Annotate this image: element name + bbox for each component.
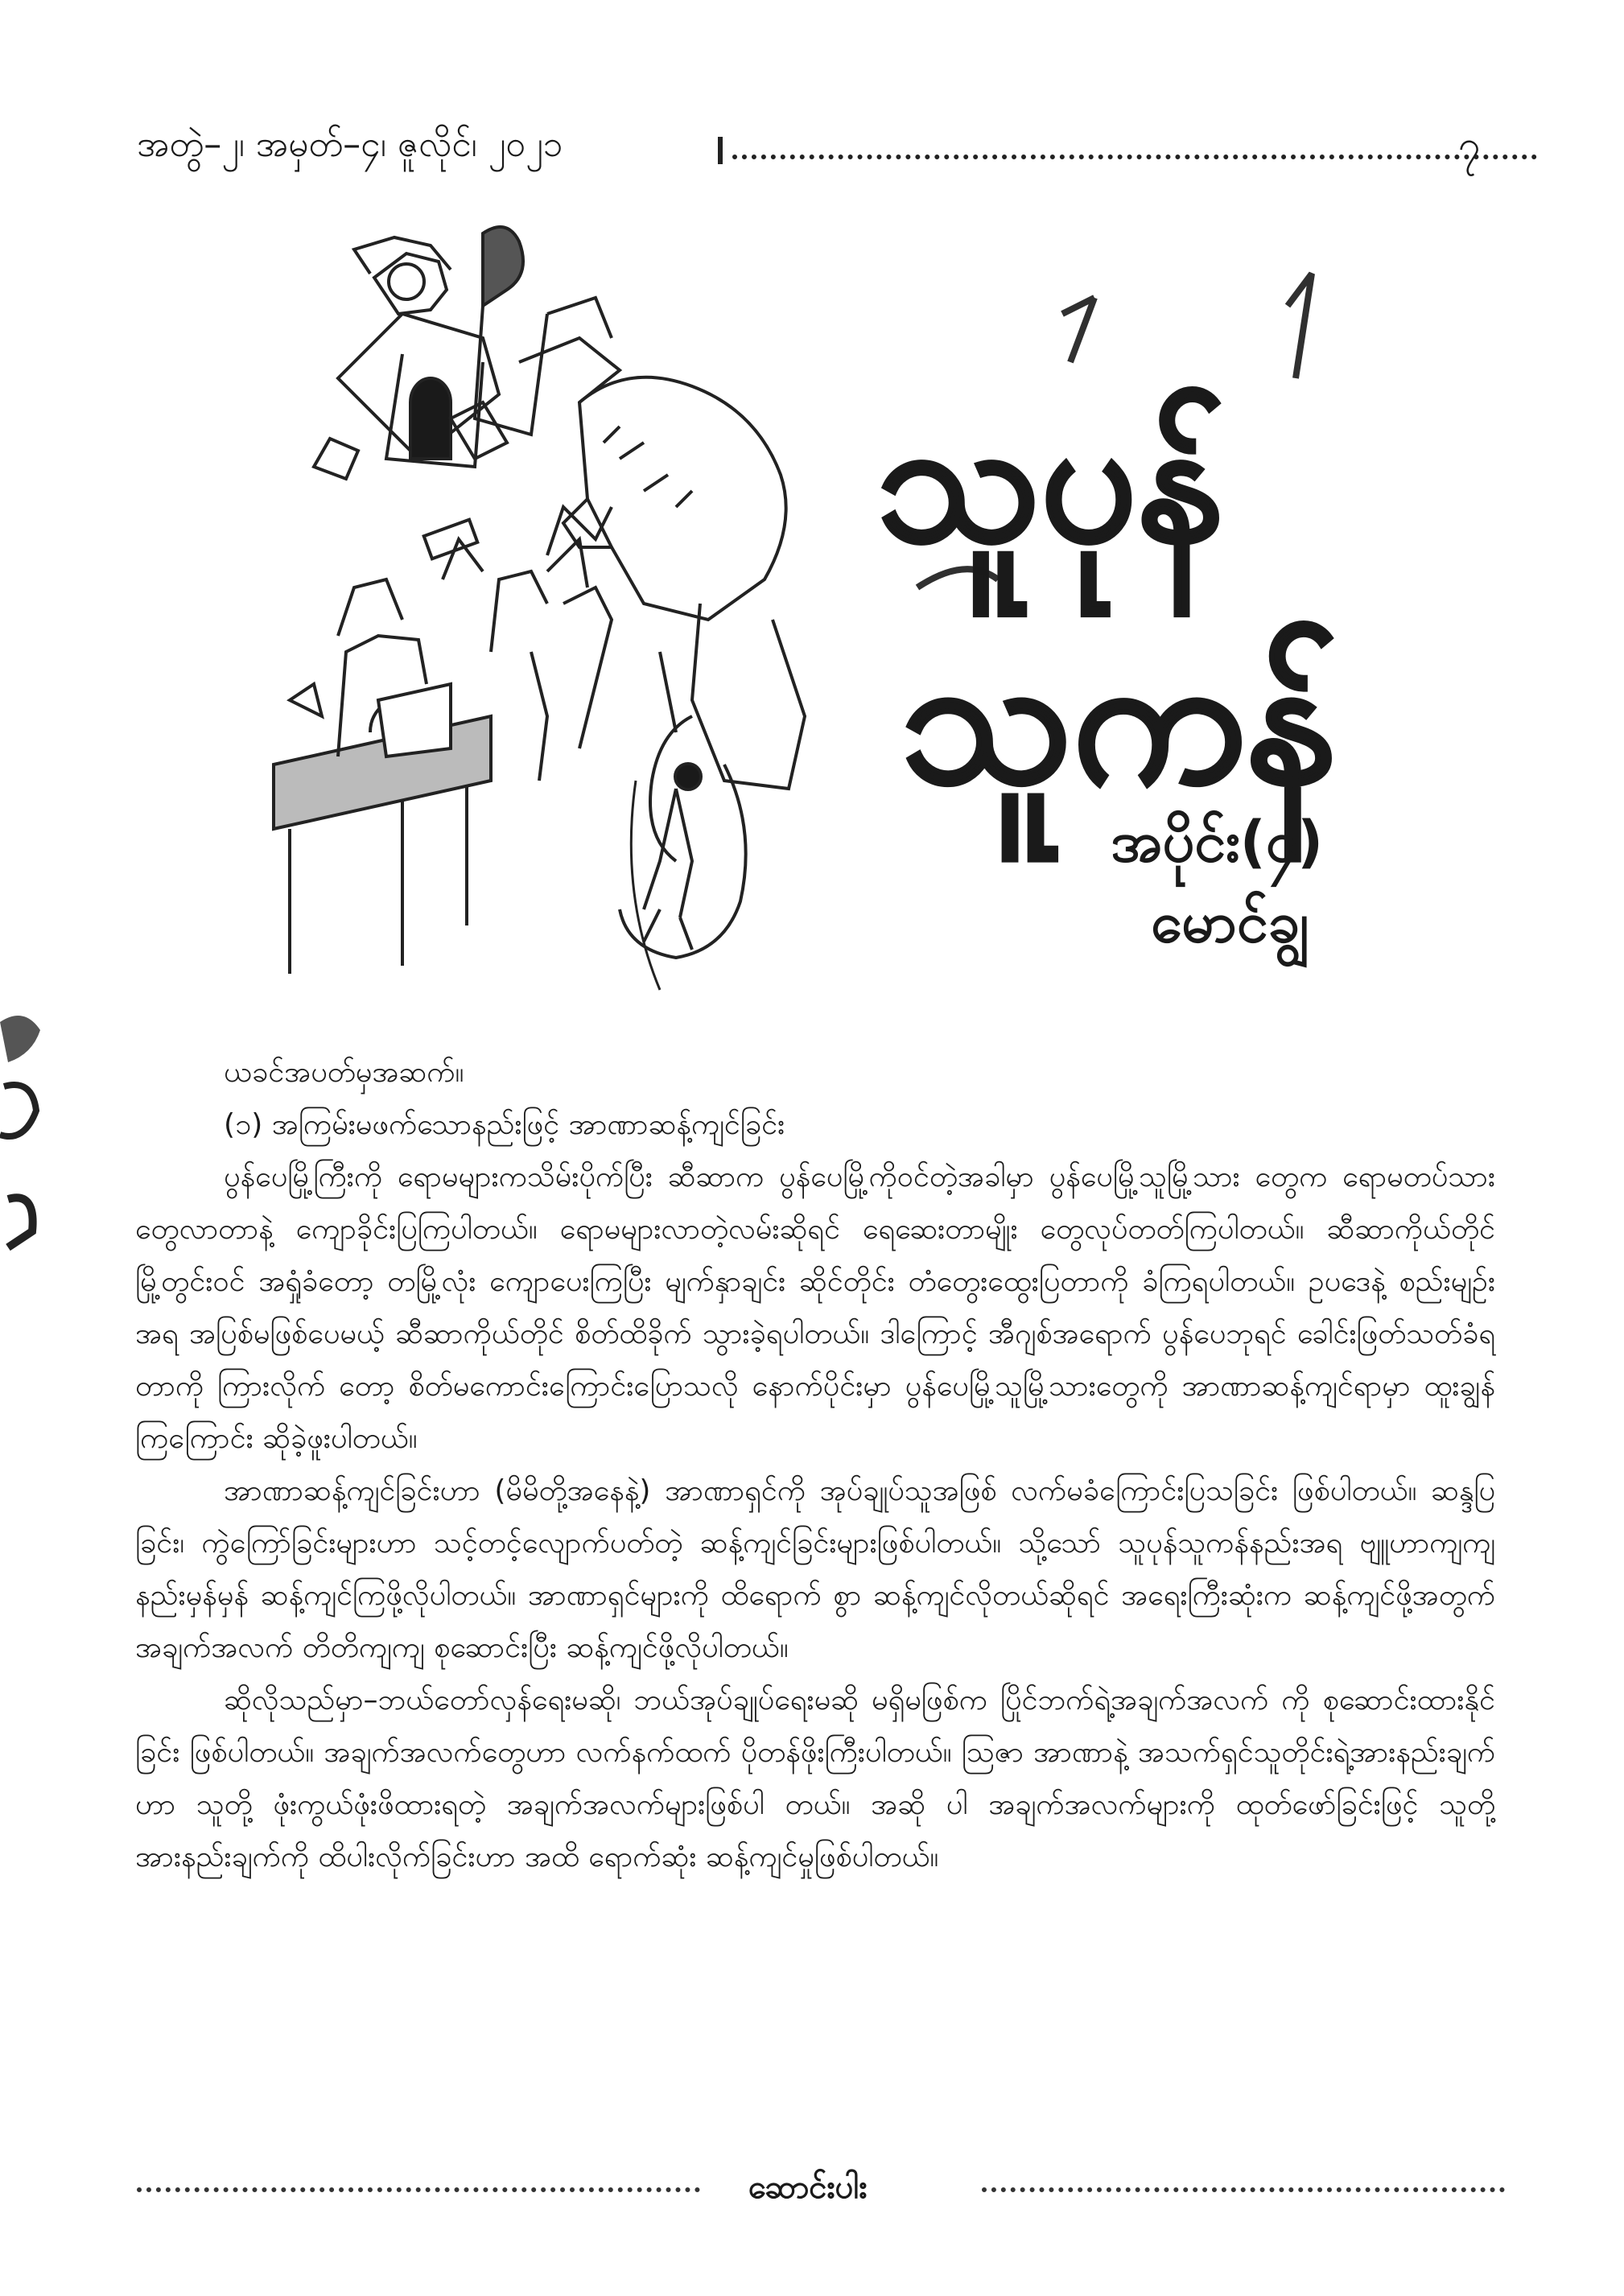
page-number: ၇ bbox=[1457, 122, 1481, 168]
continued-note: ယခင်အပတ်မှအဆက်။ bbox=[224, 1056, 464, 1089]
issue-info: အတွဲ–၂၊ အမှတ်–၄၊ ဇူလိုင်၊ ၂၀၂၁ bbox=[137, 124, 563, 165]
illustration-title bbox=[877, 382, 1338, 968]
article-body bbox=[135, 1046, 1495, 1883]
footer-dotted-rule-left bbox=[137, 2187, 700, 2192]
page-footer bbox=[137, 2163, 1505, 2211]
part-label: အပိုင်း(၄) bbox=[1111, 809, 1324, 875]
title-line-2: သူကန် bbox=[901, 616, 1338, 822]
margin-decoration bbox=[0, 990, 48, 1263]
header-separator bbox=[718, 137, 723, 164]
author-name: မောင်ချွ bbox=[1151, 889, 1309, 955]
section-heading: (၁) အကြမ်းမဖက်သောနည်းဖြင့် အာဏာဆန့်ကျင်ခြင်း bbox=[224, 1108, 785, 1141]
title-line-1: သူပုန် bbox=[877, 382, 1225, 579]
cartoon-illustration bbox=[241, 201, 1408, 1046]
page-header bbox=[137, 113, 1505, 177]
header-dotted-rule bbox=[732, 155, 1537, 159]
article-paragraph: အာဏာဆန့်ကျင်ခြင်းဟာ (မိမိတို့အနေနဲ့) အာဏာရှင်ကို အုပ်ချုပ်သူအဖြစ် လက်မခံကြောင်းပြသခြင်း ဖြစ်ပါတယ်။ ဆန္ဒပြခြင်း၊ ကွဲကြော်ခြင်းများဟာ သင့်တင့်လျောက်ပတ်တဲ့ ဆန့်ကျင်ခြင်းများဖြစ်ပါတယ်။ သို့သော် သူပုန်သူကန်နည်းအရ ဗျူဟာကျကျ နည်းမှန်မှန် ဆန့်ကျင်ကြဖို့လိုပါတယ်။ အာဏာရှင်များကို ထိရောက် စွာ ဆန့်ကျင်လိုတယ်ဆိုရင် အရေးကြီးဆုံးက ဆန့်ကျင်ဖို့အတွက် အချက်အလက် တိတိကျကျ စုဆောင်းပြီး ဆန့်ကျင်ဖို့လိုပါတယ်။ bbox=[135, 1474, 1495, 1664]
section-label: ဆောင်းပါး bbox=[748, 2169, 868, 2206]
article-paragraph: ဆိုလိုသည်မှာ–ဘယ်တော်လှန်ရေးမဆို၊ ဘယ်အုပ်ချုပ်ရေးမဆို မရှိမဖြစ်က ပြိုင်ဘက်ရဲ့အချက်အလက် ကို စုဆောင်းထားနိုင်ခြင်း ဖြစ်ပါတယ်။ အချက်အလက်တွေဟာ လက်နက်ထက် ပိုတန်ဖိုးကြီးပါတယ်။ ဩဇာ အာဏာနဲ့ အသက်ရှင်သူတိုင်းရဲ့အားနည်းချက်ဟာ သူတို့ ဖုံးကွယ်ဖုံးဖိထားရတဲ့ အချက်အလက်များဖြစ်ပါ တယ်။ အဆို ပါ အချက်အလက်များကို ထုတ်ဖော်ခြင်းဖြင့် သူတို့အားနည်းချက်ကို ထိပါးလိုက်ခြင်းဟာ အထိ ရောက်ဆုံး ဆန့်ကျင်မှုဖြစ်ပါတယ်။ bbox=[135, 1684, 1495, 1873]
footer-dotted-rule-right bbox=[982, 2187, 1505, 2192]
article-paragraph: ပွန်ပေမြို့ကြီးကို ရောမများကသိမ်းပိုက်ပြီး ဆီဆာက ပွန်ပေမြို့ကိုဝင်တဲ့အခါမှာ ပွန်ပေမြို့သူမြို့သား တွေက ရောမတပ်သားတွေလာတာနဲ့ ကျောခိုင်းပြကြပါတယ်။ ရောမများလာတဲ့လမ်းဆိုရင် ရေဆေးတာမျိုး တွေလုပ်တတ်ကြပါတယ်။ ဆီဆာကိုယ်တိုင် မြို့တွင်းဝင် အရှုံခံတော့ တမြို့လုံး ကျောပေးကြပြီး မျက်နှာချင်း ဆိုင်တိုင်း တံတွေးထွေးပြတာကို ခံကြရပါတယ်။ ဥပဒေနဲ့ စည်းမျဉ်းအရ အပြစ်မဖြစ်ပေမယ့် ဆီဆာကိုယ်တိုင် စိတ်ထိခိုက် သွားခဲ့ရပါတယ်။ ဒါကြောင့် အီဂျစ်အရောက် ပွန်ပေဘုရင် ခေါင်းဖြတ်သတ်ခံရတာကို ကြားလိုက် တော့ စိတ်မကောင်းကြောင်းပြောသလို နောက်ပိုင်းမှာ ပွန်ပေမြို့သူမြို့သားတွေကို အာဏာဆန့်ကျင်ရာမှာ ထူးချွန်ကြကြောင်း ဆိုခဲ့ဖူးပါတယ်။ bbox=[135, 1160, 1495, 1455]
